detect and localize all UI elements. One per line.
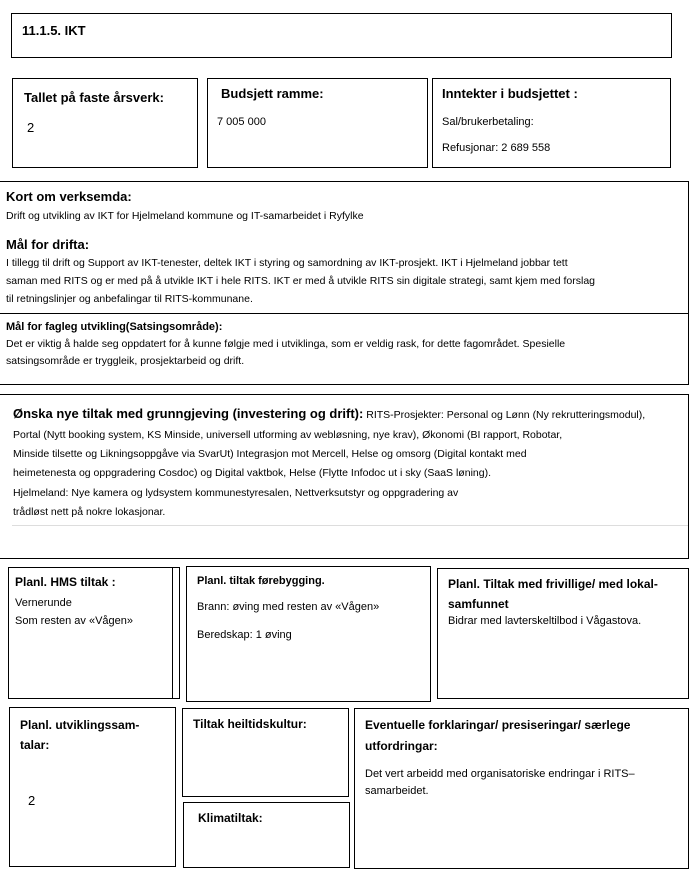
prevention-line-1: Brann: øving med resten av «Vågen» xyxy=(197,601,380,613)
hms-side-strip xyxy=(172,567,180,699)
about-heading: Kort om verksemda: xyxy=(6,189,132,204)
income-box xyxy=(432,78,671,168)
budget-box xyxy=(207,78,428,168)
dev-goals-line-1: Det er viktig å halde seg oppdatert for å kunne følgje med i utviklinga, som er veldig rask, for dette fagområdet. Spesielle xyxy=(6,338,566,350)
notes-heading-line-2: utfordringar: xyxy=(365,739,438,753)
dev-talks-box xyxy=(9,707,176,867)
prevention-box xyxy=(186,566,431,702)
new-measures-heading: Ønska nye tiltak med grunngjeving (investering og drift): xyxy=(13,406,364,421)
hms-box xyxy=(8,567,173,699)
notes-box xyxy=(354,708,689,869)
prevention-heading: Planl. tiltak førebygging. xyxy=(197,575,325,587)
section-title: 11.1.5. IKT xyxy=(22,23,86,38)
hms-line-2: Som resten av «Vågen» xyxy=(15,615,134,627)
dev-goals-box xyxy=(0,313,689,385)
new-measures-line-2: Minside tilsette og Likningsoppgåve via SvarUt) Integrasjon mot Mercell, Helse og omsorg (Digital kontakt med xyxy=(13,448,527,460)
dev-talks-heading-line-2: talar: xyxy=(20,738,50,752)
fte-box xyxy=(12,78,198,168)
notes-line-1: Det vert arbeidd med organisatoriske endringar i RITS– xyxy=(365,768,635,780)
income-sales: Sal/brukerbetaling: xyxy=(442,116,534,128)
new-measures-line-1: Portal (Nytt booking system, KS Minside, universell utforming av webløsning, nye krav), Økonomi (BI rapport, Robotar, xyxy=(13,429,563,441)
climate-box xyxy=(183,802,350,868)
new-measures-line-5: trådløst nett på nokre lokasjonar. xyxy=(13,506,166,518)
inner-divider xyxy=(12,525,688,526)
volunteer-heading-line-1: Planl. Tiltak med frivillige/ med lokal- xyxy=(448,577,658,591)
fulltime-heading: Tiltak heiltidskultur: xyxy=(193,717,307,731)
goals-line-1: I tillegg til drift og Support av IKT-tenester, deltek IKT i styring og samordning av IKT-prosjekt. IKT i Hjelmeland jobbar tett xyxy=(6,257,568,269)
goals-line-3: til retningslinjer og anbefalingar til RITS-kommunane. xyxy=(6,293,253,305)
notes-line-2: samarbeidet. xyxy=(365,785,429,797)
fulltime-box xyxy=(182,708,349,797)
dev-goals-line-2: satsingsområde er tryggleik, prosjektarbeid og drift. xyxy=(6,355,245,367)
fte-label: Tallet på faste årsverk: xyxy=(24,90,164,105)
goals-line-2: saman med RITS og er med på å utvikle IKT i hele RITS. IKT er med å utvikle RITS sin digitale strategi, samt kjem med forslag xyxy=(6,275,596,287)
volunteer-heading-line-2: samfunnet xyxy=(448,597,509,611)
volunteer-text: Bidrar med lavterskeltilbod i Vågastova. xyxy=(448,615,642,627)
new-measures-line-3: heimetenesta og oppgradering Cosdoc) og Digital vaktbok, Helse (Flytte Infodoc ut i sky (SaaS løning). xyxy=(13,467,491,479)
prevention-line-2: Beredskap: 1 øving xyxy=(197,629,292,641)
fte-value: 2 xyxy=(27,120,35,135)
income-refunds: Refusjonar: 2 689 558 xyxy=(442,142,551,154)
about-goals-box xyxy=(0,181,689,314)
section-title-box xyxy=(11,13,672,58)
budget-value: 7 005 000 xyxy=(217,116,266,128)
about-text: Drift og utvikling av IKT for Hjelmeland kommune og IT-samarbeidet i Ryfylke xyxy=(6,210,364,222)
volunteer-box xyxy=(437,568,689,699)
new-measures-first-line-rest: RITS-Prosjekter: Personal og Lønn (Ny rekrutteringsmodul), xyxy=(363,409,646,421)
hms-heading: Planl. HMS tiltak : xyxy=(15,575,116,589)
new-measures-box xyxy=(0,394,689,559)
dev-goals-heading: Mål for fagleg utvikling(Satsingsområde): xyxy=(6,321,223,333)
new-measures-line-4: Hjelmeland: Nye kamera og lydsystem kommunestyresalen, Nettverksutstyr og oppgradering av xyxy=(13,487,459,499)
budget-label: Budsjett ramme: xyxy=(221,86,324,101)
notes-heading-line-1: Eventuelle forklaringar/ presiseringar/ særlege xyxy=(365,718,631,732)
dev-talks-heading-line-1: Planl. utviklingssam- xyxy=(20,718,140,732)
new-measures-first-line xyxy=(13,406,645,421)
goals-heading: Mål for drifta: xyxy=(6,237,90,252)
income-label: Inntekter i budsjettet : xyxy=(442,86,578,101)
climate-heading: Klimatiltak: xyxy=(198,811,263,825)
dev-talks-value: 2 xyxy=(28,793,36,808)
hms-line-1: Vernerunde xyxy=(15,597,72,609)
